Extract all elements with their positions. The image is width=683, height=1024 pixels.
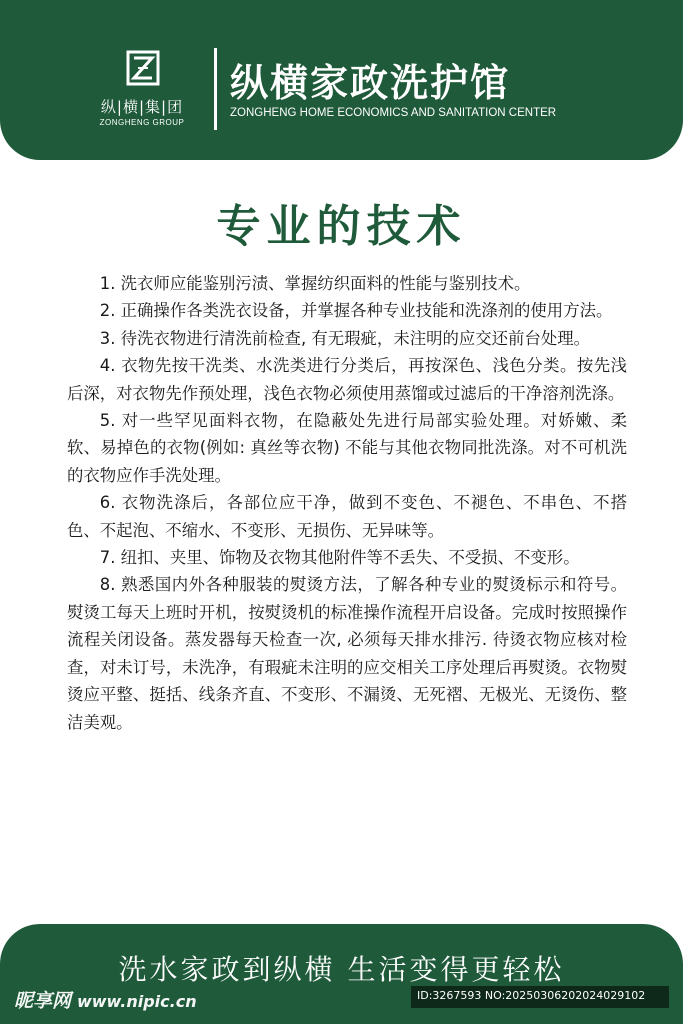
- watermark-site-name: 昵享网: [14, 990, 72, 1012]
- rule-item: 2. 正确操作各类洗衣设备，并掌握各种专业技能和洗涤剂的使用方法。: [99, 301, 613, 321]
- rule-item: 3. 待洗衣物进行清洗前检查, 有无瑕疵，未注明的应交还前台处理。: [99, 328, 591, 348]
- group-name-cn: 纵|横|集|团: [100, 98, 184, 116]
- watermark-site: [14, 986, 197, 1013]
- zh-monogram-logo-icon: [122, 48, 164, 88]
- center-name-en: ZONGHENG HOME ECONOMICS AND SANITATION CENTER: [230, 107, 557, 119]
- center-name-cn: 纵横家政洗护馆: [230, 61, 511, 105]
- rule-item: 7. 纽扣、夹里、饰物及衣物其他附件等不丢失、不受损、不变形。: [99, 548, 580, 568]
- header-divider: [214, 48, 217, 130]
- rule-item: 4. 衣物先按干洗类、水洗类进行分类后，再按深色、浅色分类。按先浅后深，对衣物先作预处理，浅色衣物必须使用蒸馏或过滤后的干净溶剂洗涤。: [67, 356, 627, 403]
- watermark-site-url: www.nipic.cn: [76, 992, 197, 1011]
- rule-item: 1. 洗衣师应能鉴别污渍、掌握纺织面料的性能与鉴别技术。: [99, 274, 531, 293]
- rule-item: 5. 对一些罕见面料衣物，在隐蔽处先进行局部实验处理。对娇嫩、柔软、易掉色的衣物(例如: 真丝等衣物) 不能与其他衣物同批洗涤。对不可机洗的衣物应作手洗处理。: [67, 411, 627, 485]
- rule-item: 6. 衣物洗涤后，各部位应干净，做到不变色、不褪色、不串色、不搭色、不起泡、不缩水、不变形、无损伤、无异味等。: [67, 493, 627, 540]
- page-title: 专业的技术: [216, 201, 467, 252]
- rule-item: 8. 熟悉国内外各种服装的熨烫方法，了解各种专业的熨烫标示和符号。熨烫工每天上班时开机，按熨烫机的标准操作流程开启设备。完成时按照操作流程关闭设备。蒸发器每天检查一次, 必须每天排水排污. 待烫衣物应核对检查，对未订号，未洗净，有瑕疵未注明的应交相关工序处理后再熨烫。衣物熨烫应平整、挺括、线条齐直、不变形、不漏烫、无死褶、无极光、无烫伤、整洁美观。: [67, 575, 627, 732]
- header-banner: [0, 0, 683, 160]
- watermark-id-text: ID:3267593 NO:20250306202024029102: [417, 989, 646, 1002]
- group-name-en: ZONGHENG GROUP: [99, 118, 185, 127]
- watermark-id-box: [411, 986, 669, 1008]
- footer-slogan: 洗水家政到纵横 生活变得更轻松: [118, 953, 565, 986]
- rules-list: [67, 270, 627, 736]
